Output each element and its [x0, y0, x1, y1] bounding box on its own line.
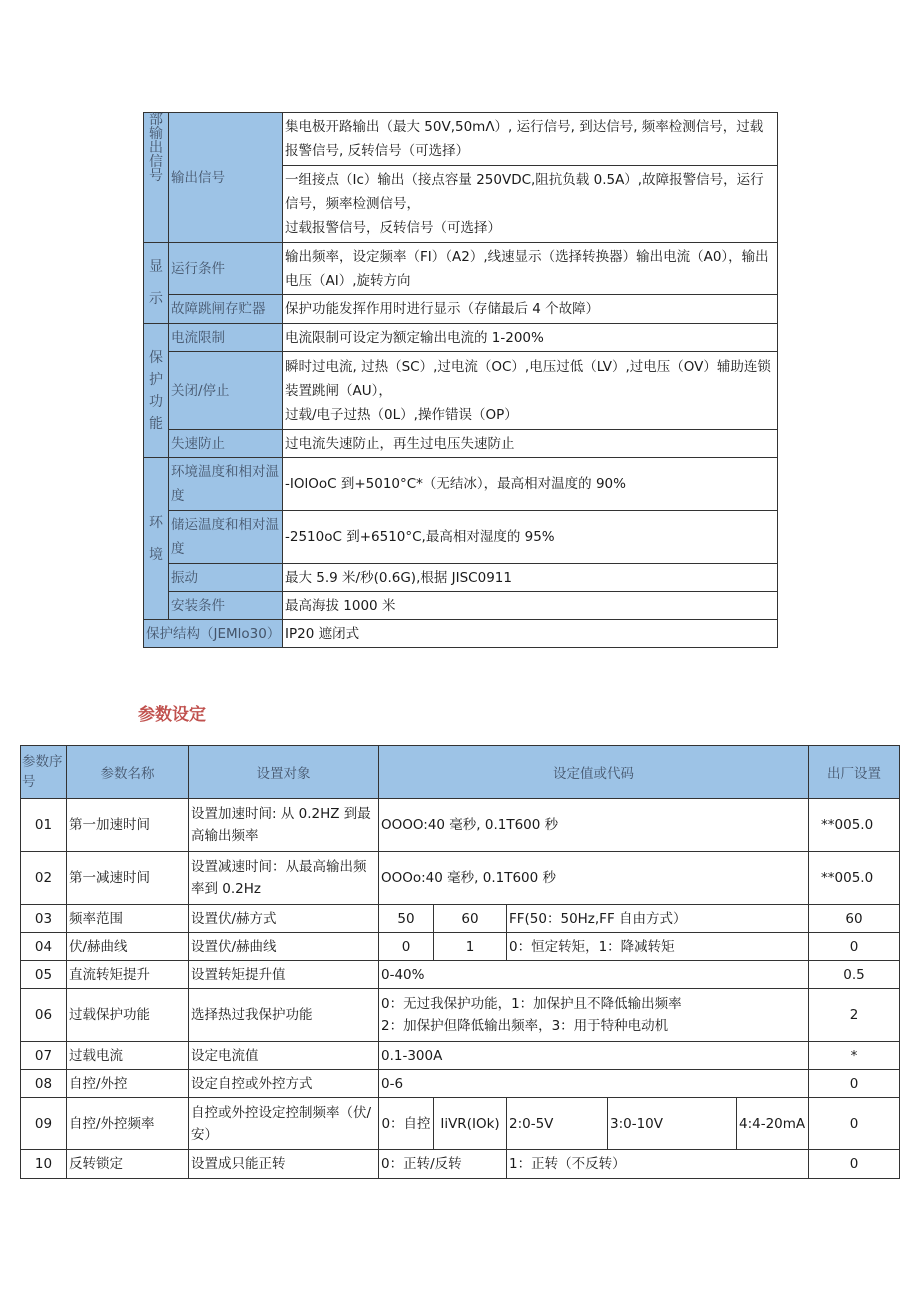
row-name: 频率范围 [67, 905, 189, 933]
row-no: 08 [21, 1070, 67, 1098]
row-no: 10 [21, 1150, 67, 1179]
row-name: 反转锁定 [67, 1150, 189, 1179]
row-default: 2 [809, 989, 900, 1042]
sub-output-signal: 输出信号 [169, 113, 283, 243]
row-option-1: 0：自控 [379, 1098, 434, 1150]
row-option-2: 1：正转（不反转） [507, 1150, 809, 1179]
row-no: 03 [21, 905, 67, 933]
sub-current-limit: 电流限制 [169, 324, 283, 352]
table-row [21, 905, 900, 933]
row-default: 0 [809, 1150, 900, 1179]
value-shutdown: 瞬时过电流, 过热（SC）,过电流（OC）,电压过低（LV）,过电压（OV）辅助连锁装置跳闸（AU）， 过载/电子过热（0L）,操作错误（OP） [283, 352, 778, 430]
header-no: 参数序号 [21, 746, 67, 799]
row-option-2: 1 [434, 933, 507, 961]
category-protection: 保 护 功 能 [144, 324, 169, 458]
section-title: 参数设定 [138, 705, 206, 725]
sub-installation: 安装条件 [169, 592, 283, 620]
row-option-4: 3:0-10V [608, 1098, 737, 1150]
value-fault-memory: 保护功能发挥作用时进行显示（存储最后 4 个故障） [283, 295, 778, 324]
row-value: 0：无过我保护功能，1：加保护且不降低输出频率 2：加保护但降低输出频率，3：用于特种电动机 [379, 989, 809, 1042]
value-run-condition: 输出频率，设定频率（FI）（A2）,线速显示（选择转换器）输出电流（A0），输出电压（AI）,旋转方向 [283, 243, 778, 295]
table-row [21, 1042, 900, 1070]
row-target: 设置伏/赫曲线 [189, 933, 379, 961]
row-value: 0.1-300A [379, 1042, 809, 1070]
row-name: 第一减速时间 [67, 852, 189, 905]
spec-table [143, 112, 778, 648]
category-environment: 环 境 [144, 458, 169, 620]
row-default: * [809, 1042, 900, 1070]
category-output: 部 输 出 信 号 [144, 113, 169, 243]
row-option-note: 0：恒定转矩，1：降减转矩 [507, 933, 809, 961]
row-default: 60 [809, 905, 900, 933]
row-target: 设置转矩提升值 [189, 961, 379, 989]
table-row [21, 1098, 900, 1150]
row-no: 05 [21, 961, 67, 989]
row-default: 0 [809, 933, 900, 961]
table-row [21, 933, 900, 961]
table-row [21, 1150, 900, 1179]
sub-ambient-temp: 环境温度和相对温度 [169, 458, 283, 511]
table-header-row [21, 746, 900, 799]
value-vibration: 最大 5.9 米/秒(0.6G),根据 JISC0911 [283, 564, 778, 592]
row-name: 伏/赫曲线 [67, 933, 189, 961]
row-value: OOOo:40 毫秒, 0.1T600 秒 [379, 852, 809, 905]
row-option-5: 4:4-20mA [737, 1098, 809, 1150]
row-name: 自控/外控 [67, 1070, 189, 1098]
row-target: 设定电流值 [189, 1042, 379, 1070]
row-name: 直流转矩提升 [67, 961, 189, 989]
table-row [21, 799, 900, 852]
value-contact-output: 一组接点（Ic）输出（接点容量 250VDC,阻抗负载 0.5A）,故障报警信号，运行信号，频率检测信号， 过载报警信号，反转信号（可选择） [283, 166, 778, 243]
row-target: 设定自控或外控方式 [189, 1070, 379, 1098]
sub-vibration: 振动 [169, 564, 283, 592]
value-current-limit: 电流限制可设定为额定输出电流的 1-200% [283, 324, 778, 352]
row-option-1: 0：正转/反转 [379, 1150, 507, 1179]
table-row [21, 989, 900, 1042]
row-target: 设置减速时间：从最高输出频率到 0.2Hz [189, 852, 379, 905]
table-row [21, 961, 900, 989]
header-name: 参数名称 [67, 746, 189, 799]
row-option-1: 50 [379, 905, 434, 933]
row-name: 过载保护功能 [67, 989, 189, 1042]
row-no: 02 [21, 852, 67, 905]
sub-fault-memory: 故障跳闸存贮器 [169, 295, 283, 324]
row-no: 04 [21, 933, 67, 961]
value-storage-temp: -2510oC 到+6510°C,最高相对湿度的 95% [283, 511, 778, 564]
row-default: 0.5 [809, 961, 900, 989]
row-option-2: 60 [434, 905, 507, 933]
row-option-2: IiVR(IOk) [434, 1098, 507, 1150]
row-no: 09 [21, 1098, 67, 1150]
value-ambient-temp: -IOlOoC 到+5010°C*（无结冰），最高相对温度的 90% [283, 458, 778, 511]
table-row [21, 1070, 900, 1098]
row-name: 第一加速时间 [67, 799, 189, 852]
category-enclosure: 保护结构（JEMlo30） [144, 620, 283, 648]
row-no: 07 [21, 1042, 67, 1070]
row-value: 0-40% [379, 961, 809, 989]
header-value: 设定值或代码 [379, 746, 809, 799]
category-display: 显 示 [144, 243, 169, 324]
row-no: 06 [21, 989, 67, 1042]
row-target: 设置加速时间: 从 0.2HZ 到最高输出频率 [189, 799, 379, 852]
row-value: 0-6 [379, 1070, 809, 1098]
parameter-table [20, 745, 900, 1179]
row-option-1: 0 [379, 933, 434, 961]
row-target: 选择热过我保护功能 [189, 989, 379, 1042]
header-default: 出厂设置 [809, 746, 900, 799]
row-target: 设置伏/赫方式 [189, 905, 379, 933]
sub-shutdown: 关闭/停止 [169, 352, 283, 430]
row-option-3: 2:0-5V [507, 1098, 608, 1150]
value-open-collector: 集电极开路输出（最大 50V,50mΛ）, 运行信号, 到达信号, 频率检测信号，过载报警信号, 反转信号（可选择） [283, 113, 778, 166]
row-no: 01 [21, 799, 67, 852]
row-default: **005.0 [809, 799, 900, 852]
row-name: 自控/外控频率 [67, 1098, 189, 1150]
table-row [21, 852, 900, 905]
row-target: 自控或外控设定控制频率（伏/安） [189, 1098, 379, 1150]
sub-storage-temp: 储运温度和相对温度 [169, 511, 283, 564]
header-target: 设置对象 [189, 746, 379, 799]
row-default: **005.0 [809, 852, 900, 905]
value-stall-prevention: 过电流失速防止，再生过电压失速防止 [283, 430, 778, 458]
row-default: 0 [809, 1070, 900, 1098]
value-installation: 最高海拔 1000 米 [283, 592, 778, 620]
row-option-note: FF(50：50Hz,FF 自由方式） [507, 905, 809, 933]
row-default: 0 [809, 1098, 900, 1150]
value-enclosure: IP20 遮闭式 [283, 620, 778, 648]
row-value: OOOO:40 毫秒, 0.1T600 秒 [379, 799, 809, 852]
row-name: 过载电流 [67, 1042, 189, 1070]
sub-run-condition: 运行条件 [169, 243, 283, 295]
sub-stall-prevention: 失速防止 [169, 430, 283, 458]
row-target: 设置成只能正转 [189, 1150, 379, 1179]
